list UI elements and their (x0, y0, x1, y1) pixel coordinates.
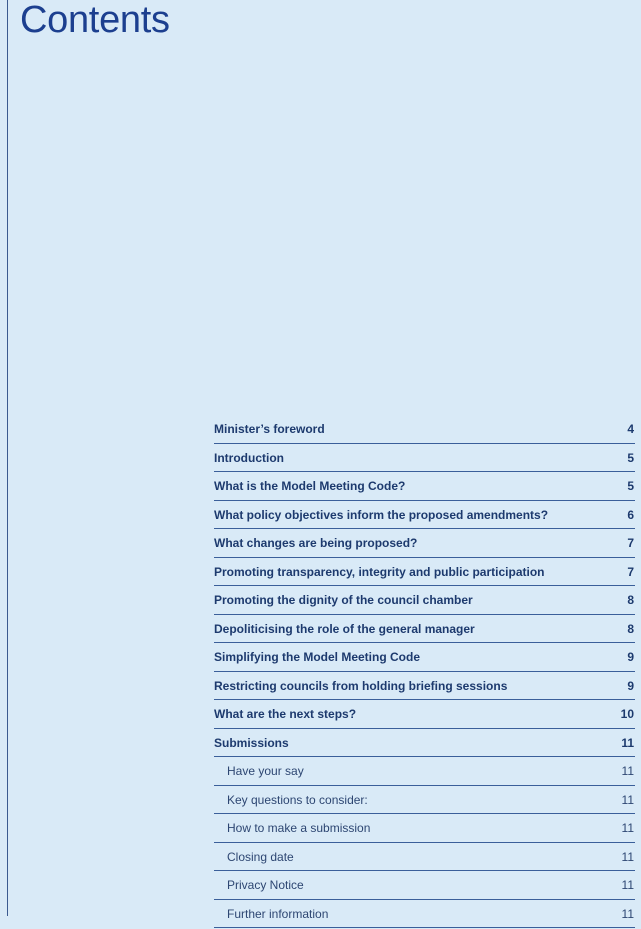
toc-entry-page-number: 5 (627, 479, 634, 494)
toc-entry[interactable] (214, 529, 635, 558)
toc-entry[interactable] (214, 700, 635, 729)
toc-entry-page-number: 11 (621, 906, 634, 921)
toc-entry-label: Depoliticising the role of the general manager (214, 621, 475, 636)
toc-entry-label: Promoting transparency, integrity and public participation (214, 564, 545, 579)
toc-entry[interactable] (214, 672, 635, 701)
toc-entry[interactable] (214, 643, 635, 672)
toc-entry[interactable] (214, 586, 635, 615)
toc-entry-label: Submissions (214, 735, 289, 750)
toc-entry-label: Have your say (227, 764, 304, 779)
toc-entry[interactable] (214, 900, 635, 929)
toc-entry-page-number: 7 (627, 564, 634, 579)
toc-entry-label: Promoting the dignity of the council chamber (214, 593, 473, 608)
toc-entry-page-number: 11 (621, 878, 634, 893)
toc-entry-page-number: 9 (627, 650, 634, 665)
toc-entry-page-number: 7 (627, 536, 634, 551)
toc-entry[interactable] (214, 843, 635, 872)
toc-entry-page-number: 11 (621, 849, 634, 864)
toc-entry-page-number: 11 (621, 735, 634, 750)
toc-entry-page-number: 10 (620, 707, 634, 722)
toc-entry-page-number: 11 (621, 792, 634, 807)
toc-entry[interactable] (214, 871, 635, 900)
toc-entry[interactable] (214, 501, 635, 530)
toc-entry-label: What is the Model Meeting Code? (214, 479, 406, 494)
toc-entry-label: How to make a submission (227, 821, 371, 836)
toc-entry-page-number: 9 (627, 678, 634, 693)
toc-entry[interactable] (214, 415, 635, 444)
toc-entry[interactable] (214, 757, 635, 786)
toc-entry-page-number: 5 (627, 450, 634, 465)
left-margin-rule (7, 0, 8, 916)
toc-entry-label: Restricting councils from holding briefing sessions (214, 678, 508, 693)
toc-entry-label: Simplifying the Model Meeting Code (214, 650, 421, 665)
toc-entry-label: Further information (227, 906, 329, 921)
toc-entry[interactable] (214, 729, 635, 758)
toc-entry-page-number: 8 (627, 621, 634, 636)
table-of-contents (214, 415, 635, 928)
toc-entry[interactable] (214, 472, 635, 501)
toc-entry[interactable] (214, 786, 635, 815)
toc-entry-label: Minister’s foreword (214, 422, 325, 437)
toc-entry-page-number: 11 (621, 821, 634, 836)
toc-entry-label: Key questions to consider: (227, 792, 368, 807)
toc-entry-label: Introduction (214, 450, 284, 465)
toc-entry-page-number: 11 (621, 764, 634, 779)
toc-entry-label: What policy objectives inform the proposed amendments? (214, 507, 549, 522)
toc-entry-label: Closing date (227, 849, 294, 864)
toc-entry-page-number: 4 (627, 422, 634, 437)
toc-entry[interactable] (214, 444, 635, 473)
toc-entry-label: Privacy Notice (227, 878, 304, 893)
toc-entry[interactable] (214, 814, 635, 843)
toc-entry[interactable] (214, 615, 635, 644)
toc-entry-page-number: 8 (627, 593, 634, 608)
toc-entry-label: What are the next steps? (214, 707, 357, 722)
toc-entry-page-number: 6 (627, 507, 634, 522)
toc-entry[interactable] (214, 558, 635, 587)
page-title: Contents (20, 0, 170, 41)
toc-entry-label: What changes are being proposed? (214, 536, 418, 551)
